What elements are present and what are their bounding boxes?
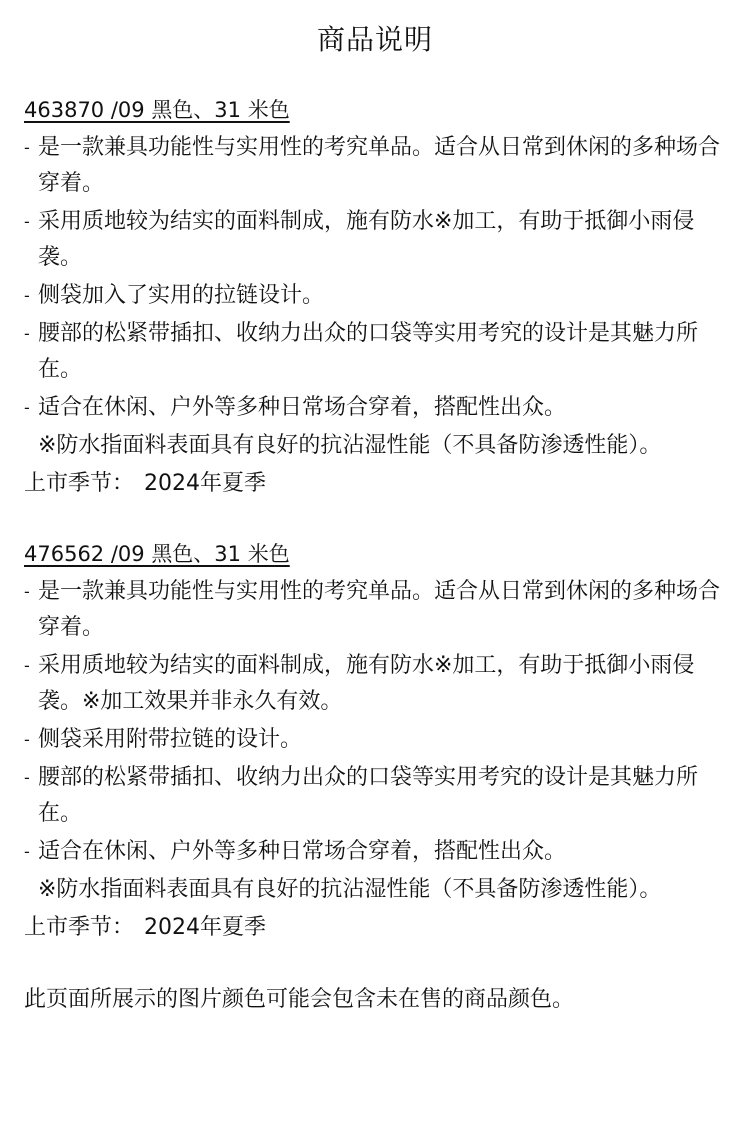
feature-bullet <box>24 390 726 426</box>
release-season <box>24 466 726 502</box>
bullet-marker: - <box>24 656 30 675</box>
product-section-1 <box>24 94 726 502</box>
bullet-marker: - <box>24 582 30 601</box>
season-value: 2024年夏季 <box>144 471 267 496</box>
feature-text: 侧袋采用附带拉链的设计。 <box>38 727 303 752</box>
feature-text: 适合在休闲、户外等多种日常场合穿着，搭配性出众。 <box>38 395 567 420</box>
feature-text: 适合在休闲、户外等多种日常场合穿着，搭配性出众。 <box>38 839 567 864</box>
feature-text: 侧袋加入了实用的拉链设计。 <box>38 283 325 308</box>
bullet-marker: - <box>24 212 30 231</box>
feature-text: 采用质地较为结实的面料制成，施有防水※加工，有助于抵御小雨侵袭。※加工效果并非永久有效。 <box>38 653 695 714</box>
feature-bullet <box>24 130 726 202</box>
feature-bullet <box>24 278 726 314</box>
feature-text: 是一款兼具功能性与实用性的考究单品。适合从日常到休闲的多种场合穿着。 <box>38 579 721 640</box>
page-title: 商品说明 <box>316 23 433 56</box>
bullet-marker: - <box>24 324 30 343</box>
bullet-marker: - <box>24 138 30 157</box>
season-value: 2024年夏季 <box>144 915 267 940</box>
product-code-heading: 463870 /09 黑色、31 米色 <box>24 98 290 122</box>
feature-bullet <box>24 722 726 758</box>
feature-bullet <box>24 204 726 276</box>
feature-bullet <box>24 574 726 646</box>
season-label: 上市季节： <box>24 471 135 496</box>
product-code-heading: 476562 /09 黑色、31 米色 <box>24 542 290 566</box>
bullet-marker: - <box>24 842 30 861</box>
bullet-marker: - <box>24 398 30 417</box>
feature-text: 腰部的松紧带插扣、收纳力出众的口袋等实用考究的设计是其魅力所在。 <box>38 321 699 382</box>
product-section-2 <box>24 538 726 946</box>
bullet-marker: - <box>24 730 30 749</box>
feature-text: 是一款兼具功能性与实用性的考究单品。适合从日常到休闲的多种场合穿着。 <box>38 135 721 196</box>
feature-text: 腰部的松紧带插扣、收纳力出众的口袋等实用考究的设计是其魅力所在。 <box>38 765 699 826</box>
feature-bullet <box>24 834 726 870</box>
color-disclaimer: 此页面所展示的图片颜色可能会包含未在售的商品颜色。 <box>24 987 575 1012</box>
waterproof-note: ※防水指面料表面具有良好的抗沾湿性能（不具备防渗透性能）。 <box>38 877 662 902</box>
bullet-marker: - <box>24 768 30 787</box>
season-label: 上市季节： <box>24 915 135 940</box>
feature-bullet <box>24 316 726 388</box>
bullet-marker: - <box>24 286 30 305</box>
feature-bullet <box>24 760 726 832</box>
waterproof-note: ※防水指面料表面具有良好的抗沾湿性能（不具备防渗透性能）。 <box>38 433 662 458</box>
feature-bullet <box>24 648 726 720</box>
feature-text: 采用质地较为结实的面料制成，施有防水※加工，有助于抵御小雨侵袭。 <box>38 209 695 270</box>
release-season <box>24 910 726 946</box>
